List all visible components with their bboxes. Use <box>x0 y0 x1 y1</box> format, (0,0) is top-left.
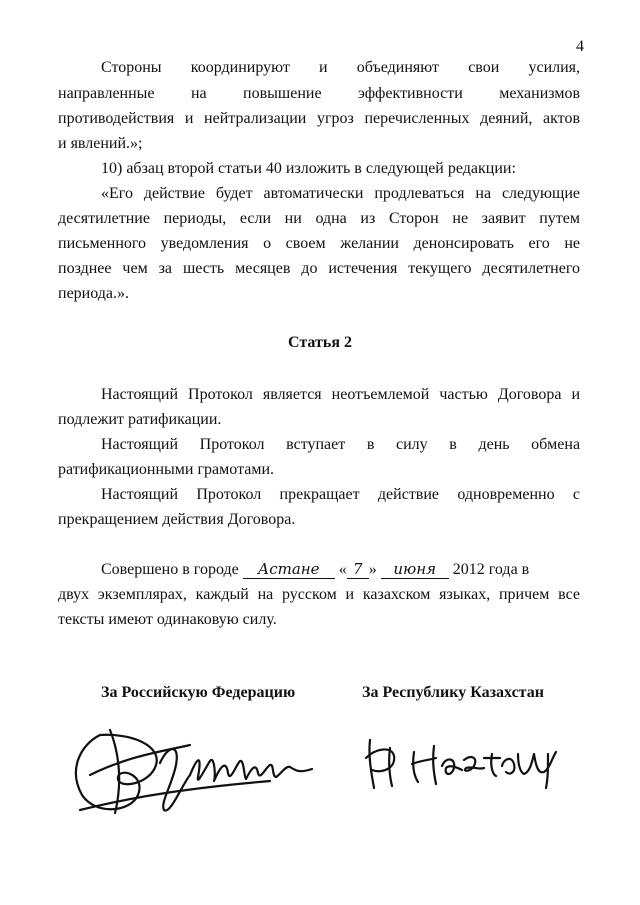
word: свои <box>468 59 500 76</box>
word: Протокол <box>199 436 265 453</box>
word: механизмов <box>499 85 581 102</box>
word: координируют <box>190 59 290 76</box>
word: и <box>319 59 328 76</box>
word: Протокол <box>196 486 262 503</box>
article-2-p3-line-2: прекращением действия Договора. <box>58 511 296 528</box>
article-2-p2-line-2: ратификационными грамотами. <box>58 461 275 478</box>
signature-caption-russia: За Российскую Федерацию <box>101 684 296 701</box>
word: повышение <box>243 85 322 102</box>
paragraph-1-line-2 <box>58 84 580 104</box>
paragraph-1-line-3: противодействия и нейтрализации угроз перечисленных деяний, актов <box>58 110 580 127</box>
word: вступает <box>286 436 346 453</box>
signature-caption-kazakhstan: За Республику Казахстан <box>362 684 544 701</box>
quote-line-3: письменного уведомления о своем желании денонсировать его не <box>58 235 580 252</box>
word: Настоящий <box>101 486 179 503</box>
article-2-heading: Статья 2 <box>288 334 352 351</box>
word: одновременно <box>457 486 555 503</box>
quote-line-4: позднее чем за шесть месяцев до истечения текущего десятилетнего <box>58 260 580 277</box>
word: направленные <box>58 85 155 102</box>
word: Настоящий <box>101 436 179 453</box>
quote-line-1: «Его действие будет автоматически продлеваться на следующие <box>101 185 580 202</box>
word: Стороны <box>101 59 162 76</box>
article-2-p1-line-2: подлежит ратификации. <box>58 411 222 428</box>
article-2-p2-line-1 <box>101 435 580 455</box>
word: объединяют <box>356 59 440 76</box>
done-line-2: двух экземплярах, каждый на русском и казахском языках, причем все <box>58 586 580 603</box>
done-prefix: Совершено в городе <box>101 561 239 578</box>
paragraph-1-line-1 <box>101 58 580 78</box>
done-line-1 <box>101 560 580 580</box>
signature-russia <box>60 715 340 825</box>
quote-close: » <box>368 561 377 578</box>
handwritten-day: 7 <box>347 561 369 579</box>
word: прекращает <box>279 486 360 503</box>
quote-line-2: десятилетние периоды, если ни одна из Сторон не заявит путем <box>58 210 580 227</box>
handwritten-city: Астане <box>243 561 335 579</box>
signature-kazakhstan <box>362 718 562 798</box>
quote-open: « <box>338 561 347 578</box>
word: обмена <box>531 436 581 453</box>
word: день <box>478 436 510 453</box>
word: с <box>572 486 581 503</box>
done-year: 2012 года в <box>452 561 530 578</box>
word: эффективности <box>357 85 463 102</box>
quote-line-5: периода.». <box>58 285 130 302</box>
word: усилия, <box>528 59 581 76</box>
item-10: 10) абзац второй статьи 40 изложить в следующей редакции: <box>101 160 516 177</box>
word: действие <box>377 486 440 503</box>
word: в <box>449 436 457 453</box>
word: силу <box>396 436 428 453</box>
word: в <box>366 436 375 453</box>
page-number: 4 <box>576 38 584 55</box>
word: на <box>190 85 207 102</box>
handwritten-month: июня <box>381 561 449 579</box>
article-2-p1-line-1: Настоящий Протокол является неотъемлемой частью Договора и <box>101 386 580 403</box>
done-line-3: тексты имеют одинаковую силу. <box>58 611 277 628</box>
paragraph-1-line-4: и явлений.»; <box>58 135 143 152</box>
article-2-p3-line-1 <box>101 485 580 505</box>
